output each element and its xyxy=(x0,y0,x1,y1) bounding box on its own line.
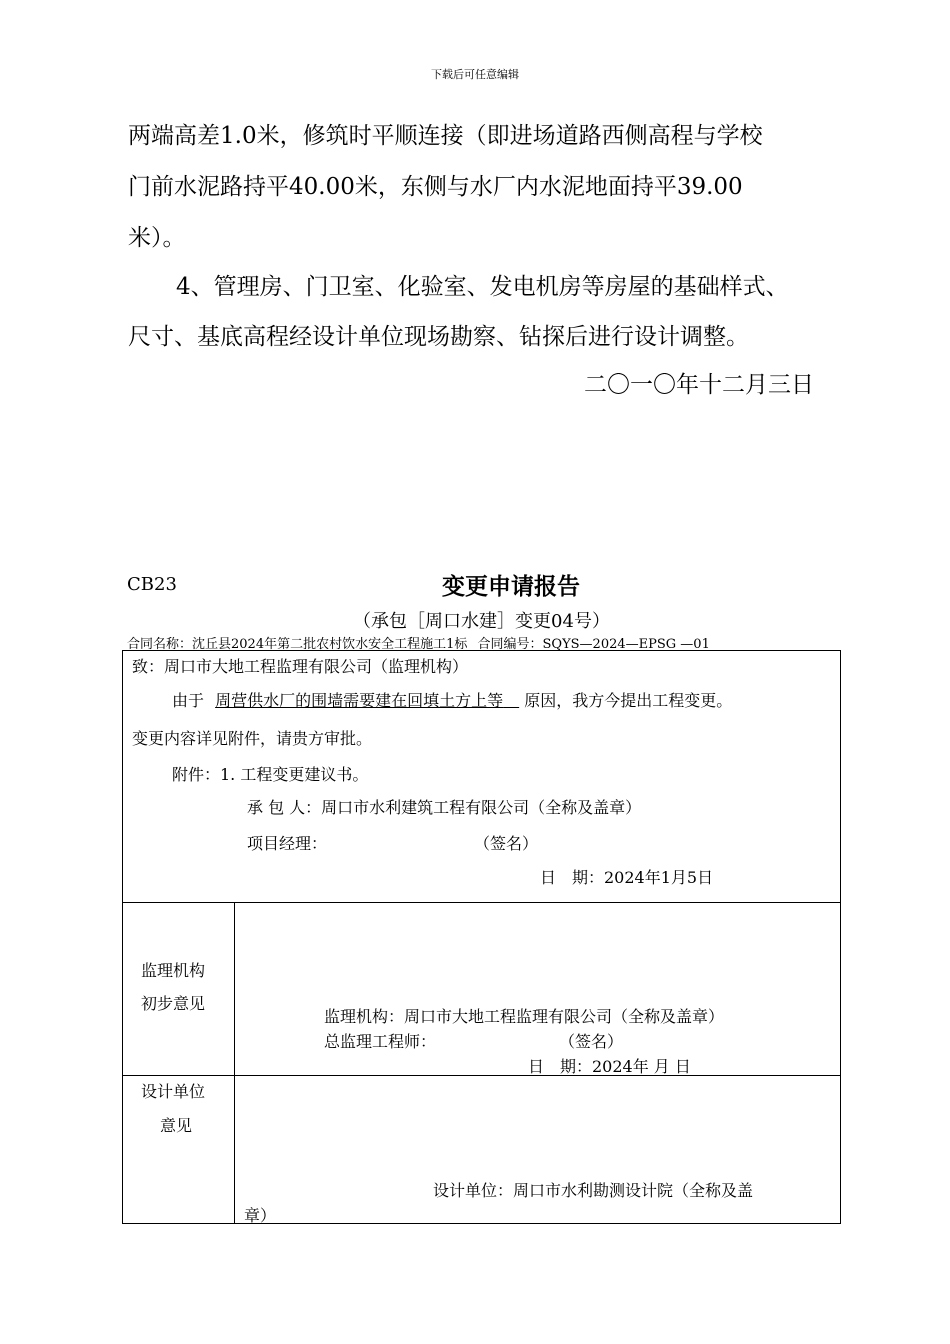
contract-number: 合同编号：SQYS—2024—EPSG —01 xyxy=(477,637,710,652)
contract-name: 合同名称：沈丘县2024年第二批农村饮水安全工程施工1标 xyxy=(127,637,468,652)
header-note: 下载后可任意编辑 xyxy=(431,68,519,81)
supervision-label-2: 初步意见 xyxy=(141,994,206,1013)
design-label-1: 设计单位 xyxy=(141,1082,206,1101)
supervision-opinion-cell xyxy=(235,903,841,1076)
addressee: 致：周口市大地工程监理有限公司（监理机构） xyxy=(132,657,469,676)
project-manager-label: 项目经理： xyxy=(247,834,328,853)
design-org-line-1: 设计单位：周口市水利勘测设计院（全称及盖 xyxy=(433,1181,754,1200)
reason-suffix: 原因，我方今提出工程变更。 xyxy=(524,691,733,710)
contractor-line: 承 包 人：周口市水利建筑工程有限公司（全称及盖章） xyxy=(247,798,642,817)
design-label-cell xyxy=(123,1076,235,1224)
supervision-org: 监理机构：周口市大地工程监理有限公司（全称及盖章） xyxy=(324,1007,725,1026)
chief-engineer-sign: （签名） xyxy=(559,1032,624,1051)
reason-line xyxy=(172,688,732,711)
report-number: （承包［周口水建］变更04号） xyxy=(353,611,610,632)
request-cell xyxy=(123,651,841,903)
body-line-4: 4、管理房、门卫室、化验室、发电机房等房屋的基础样式、 xyxy=(176,274,789,300)
reason-text: 周营供水厂的围墙需要建在回填土方上等 xyxy=(215,691,504,710)
body-line-3: 米）。 xyxy=(128,225,186,251)
body-line-5: 尺寸、基底高程经设计单位现场勘察、钻探后进行设计调整。 xyxy=(128,324,749,350)
body-date: 二〇一〇年十二月三日 xyxy=(584,372,814,398)
change-request-form xyxy=(122,650,841,1224)
detail-line: 变更内容详见附件，请贵方审批。 xyxy=(132,729,373,748)
body-line-1: 两端高差1.0米，修筑时平顺连接（即进场道路西侧高程与学校 xyxy=(128,123,763,149)
body-line-2: 门前水泥路持平40.00米，东侧与水厂内水泥地面持平39.00 xyxy=(128,174,743,200)
request-date: 日 期：2024年1月5日 xyxy=(540,868,714,887)
design-org-line-2: 章） xyxy=(244,1206,277,1225)
supervision-date: 日 期：2024年 月 日 xyxy=(528,1057,691,1076)
reason-prefix: 由于 xyxy=(172,691,205,710)
supervision-label-1: 监理机构 xyxy=(141,961,206,980)
project-manager-sign: （签名） xyxy=(474,834,539,853)
chief-engineer-label: 总监理工程师： xyxy=(324,1032,437,1051)
design-opinion-cell xyxy=(235,1076,841,1224)
form-code: CB23 xyxy=(127,574,177,595)
attachment-line: 附件：1. 工程变更建议书。 xyxy=(172,765,369,784)
report-title: 变更申请报告 xyxy=(442,574,580,600)
design-label-2: 意见 xyxy=(160,1116,193,1135)
supervision-label-cell xyxy=(123,903,235,1076)
